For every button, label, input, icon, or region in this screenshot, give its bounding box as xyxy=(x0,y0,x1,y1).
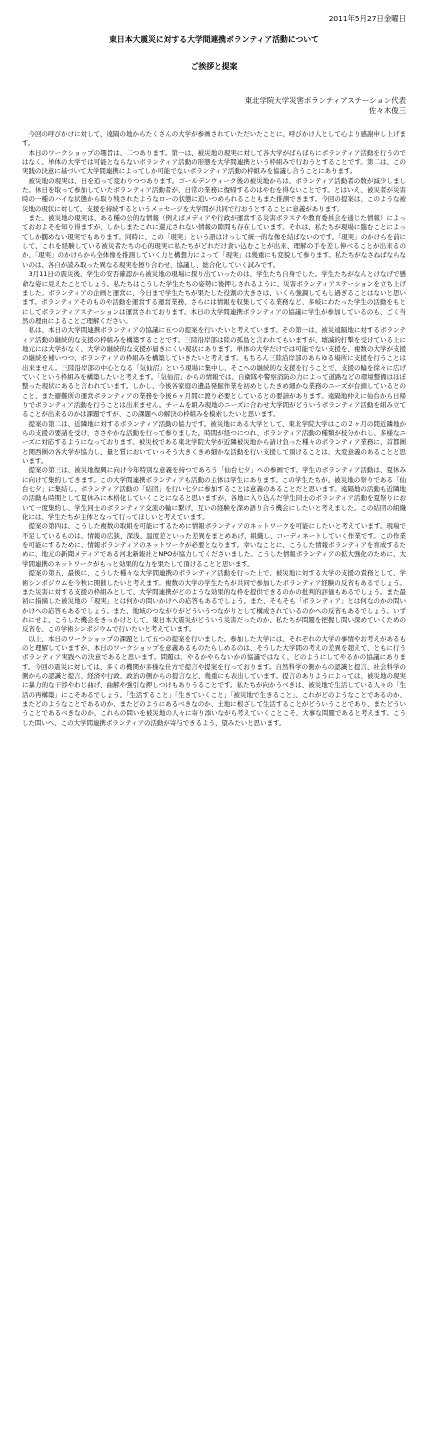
paragraph-reality: また、被災地の現実は、ある種の公的な情報（例えばメディアや行政が運営する災害ボラステや教育委員会を通じた情報）によっておおよそを知り得ますが、しかしまたこれに還元されない情報の隙間も存在しています。それは、私たちが現場に臨むことによってしか擱めない現実でもあります。同時に、この「現実」という語はけっして統一的な像を結ばないのです。「現実」のかけらを前にして、これを経験している被災者たちの心的現実に私たちがどれだけ食い込むことが出来、理解の手を差し伸べることが出来るのか、「現実」のかけらから全体像を推測していく力と構想力によって「現実」は幾重にも変貌して参ります。私たちがなさねばならないのは、各自が読み取った異なる現実を擦り合わせ、協議し、総合化していく試みです。 xyxy=(22,214,406,269)
paragraph-proposal-2: 提案の第二は、近隣地に対するボランティア活動の協力です。被災地にある大学として、東北学院大学はこの２ヶ月の間近隣地からの支援の要請を受け、ささやかな活動を行って参りました。時間が経つにつれ、ボランティア活動の種類が枝分かれし、多様なニーズに対応するようになっております。被災校である東北学院大学が近隣被災地から請け負った種々のボランティア業務に、首都圏と関西圏の各大学が協力し、量と質においていっそう大きくきめ細かな活動を行い支援して頂けることは、大変意義のあることと思います。 xyxy=(22,419,406,466)
author-affiliation: 東北学院大学災害ボランティアステーション代表 xyxy=(244,96,406,105)
paragraph-proposal-5: 提案の第五、最後に、こうした種々な大学間連携のボランティア活動を行った上で、被災地に対する大学の支援の責務として、学術シンポジウムを今秋に開催したいと考えます。複数の大学の学生たちが共同で参加したボランティア経験の反省もあるでしょう。また災害に対する支援の枠組みとして、大学間連携がどのような効果的な枠を提供できるのかの批判的評価もあるでしょう。また最初に指摘した被災地の「現実」とは何かの問いかけへの応答もあるでしょう。また、そもそも「ボランティア」とは何なのかの問いかけへの応答もあるでしょう。また、地域のつながりがどういうつながりとして構成されているのかへの反省もあるでしょう。いずれにせよ、こうした機会をきっかけとして、東日本大震災がどういう災害だったのか、私たちが問題を把握し問い深めていくための反省を、この学術シンポジウムで行いたいと考えています。 xyxy=(22,569,406,634)
paragraph-opening: 今回の呼びかけに対して、遠隔の地からたくさんの大学が参画されていただいたことに、呼びかけ人として心より感謝申し上げます。 xyxy=(22,130,406,148)
document-date: 2011年5月27日金曜日 xyxy=(328,14,406,23)
document-title: 東日本大震災に対する大学間連携ボランティア活動について xyxy=(109,35,319,44)
author-name: 佐々木俊三 xyxy=(369,106,406,115)
paragraph-proposal-1: 私は、本日の大学間連携ボランティアの協議に五つの提案を行いたいと考えています。その第一は、被災遠隔地に対するボランティア活動の継続的な支援の枠組みを構築することです。三陸沿岸部は陸の孤島と言われてもいますが、壊滅的打撃を受けている上に地元には大学がなく、大学の継続的な支援が届きにくい現状にあります。単体の大学だけでは可能でない支援を、複数の大学が支援の継続を補いつつ、ボランティアの枠組みを構築していきたいと考えます。もちろん三陸沿岸部のあらゆる場所に支援を行うことは出来ません。三陸沿岸部の中心となる「気仙沼」という現場に集中し、そこへの継続的な支援を行うことで、支援の輪を徐々に広げていくという枠組みを構築したいと考えます。「気仙沼」からの情報では、自衛隊や警察消防の力によって道路などの環境整備はほぼ整った現状にあると言われています。しかし、今後各家庭の遺品発掘作業を初めとしたきめ細かな業務のニーズが台頭しているとのこと、また避難所の運営ボランティアの業務を今後６ヶ月間に渡り必要としているとの要請があります。遠隔地仲えに仙台から日帰りでボランティア活動を行うことは出来ません。チームを組み現地のニーズに合わせ大学間がどういうボランティア活動を組み立てることが出来るのかは課題ですが、この課題への解決の枠組みを模索したいと思います。 xyxy=(22,326,406,419)
document-body xyxy=(22,130,406,728)
paragraph-proposal-3: 提案の第三は、被災地復興に向け今年特別な意義を持つであろう「仙台七夕」への参画です。学生のボランティア活動は、夏休みに向けて集約してきます。この大学間連携ボランティアも活動の主体は学生にあります。この学生たちが、被災地の祭りである「仙台七夕」に集結し、ボランティア活動の「結団」を行い七夕に参加することは意義のあることだと思います。遠隔地の活動も近隣地の活動も時期として夏休みに本格化していくことになると思いますが、各地に入り込んだ学生同士のボランティア活動を夏祭りにおいて一度集約し、学生同士のボランティア交流の輪に繋げ、互いの経験を深め語り合う機会にしたいと考えました。この結団の組織化には、学生たちが主体となって行ってほしいと考えています。 xyxy=(22,466,406,522)
paragraph-closing: 以上、本日のワークショップの課題として五つの提案を行いました。参加した大学には、それぞれの大学の事情やお考えがあるものと理解していますが、本日のワークショップを意義あるものたらしめるのは、そうした大学間の考えの差異を超えて、ともに行うボランティア実践への決意であると思います。問題は、やるかやらないかの協議ではなく、どのようにしてやるかの協議にあります。今回の震災に対しては、多くの機関が多様な仕方で提言や提案を行っております。自然科学の側からの認識と提言、社会科学の側からの認識と提言、経済や行政、政治の側からの提言など、幾重にも表出しています。提言のありようによっては、被災地の現実に暴力的な干渉やわじ曲げ、曲解や強引な押しつけもありうることです。私たちが向かうべきは、被災地で生活している人々の「生活の再構築」にこそあるでしょう。「生活すること」「生きていくこと」「被災地で生きること」、これがどのようなことであるのか、またどのようなことであるのか、またどのようにあるべきなのか、土地に根ざして生活することがどういうことであり、またどういうことであるべきなのか、これらの問いを被災地の人々に寄り添いながら考えていくことこそ、大事な問題であると考えます。こうした問いへ、この大学間連携ボランティアの活動が寄与できるよう、望みたいと思います。 xyxy=(22,634,406,727)
paragraph-situation: 被災地の現実は、日を追って変わりつつあります。ゴールデンウィーク後の被災地からは、ボランティア活動者の数が減少しました。休日を取って参加していたボランティア活動者が、日常の業務に復帰するのはやむを得ないことです。とはいえ、被災者が災害時の一種のハイな状態から取り残されたようなローの状態に追いつめられることもまた推測できます。今回の提案は、このような被災地の現状に対して、支援を持続するというメッセージを大学間が共同で行おうとすることに意義があります。 xyxy=(22,176,406,213)
paragraph-students: 3月11日の震災後、学生の安否確認から被災地の現場に探り出ていったのは、学生たち自身でした。学生たちがなんとけなげで懸命な姿に見えたことでしょう。私たちはこうした学生たちの姿勢に後押しされるように、災害ボランティアステーションを立ち上げました。ボランティアの企画と運営に、今日まで学生たちが果たした役割の大きさは、いくら強調してもし過ぎることはないと思います。ボランティアそのものや活動を運営する運営業務、さらには情報を収集してくる業務など、多岐にわたった学生の活動をもとにしてボランティアステーションは運営されております。本日の大学間連携ボランティアの協議に学生が参加しているのも、ごく当然の理由によることご理解ください。 xyxy=(22,270,406,325)
paragraph-proposal-4: 提案の第四は、こうした複数の取組を可能にするために情報ボランティアのネットワークを可能にしたいと考えています。現場で不足しているものは、情報の広狭、深浅、温度差といった差異をまとめあげ、組織し、コーディネートしていく作業です。この作業を可能にするために、情報ボランティアのネットワークが必要となります。幸いなことに、こうした情報ボランティアを育成するために、地元の新聞メディアである河北新報社とNPOが協力してくださいました。こうした情報ボランティアの拡大強化のために、大学間連携のネットワークがもっと効果的な力を果たして頂けることと思います。 xyxy=(22,522,406,568)
document-subtitle: ご挨拶と提案 xyxy=(190,62,238,71)
paragraph-purpose: 本日のワークショップの趣旨は、二つあります。第一は、被災地の現実に対して各大学がばらばらにボランティア活動を行うのではなく、単体の大学では可能とならないボランティア活動の形態を大学間連携という枠組みで行おうとすることです。第二は、この実践の決意に基づいて大学間連携によってしか可能でないボランティア活動の枠組みを協議し合うことにあります。 xyxy=(22,148,406,176)
